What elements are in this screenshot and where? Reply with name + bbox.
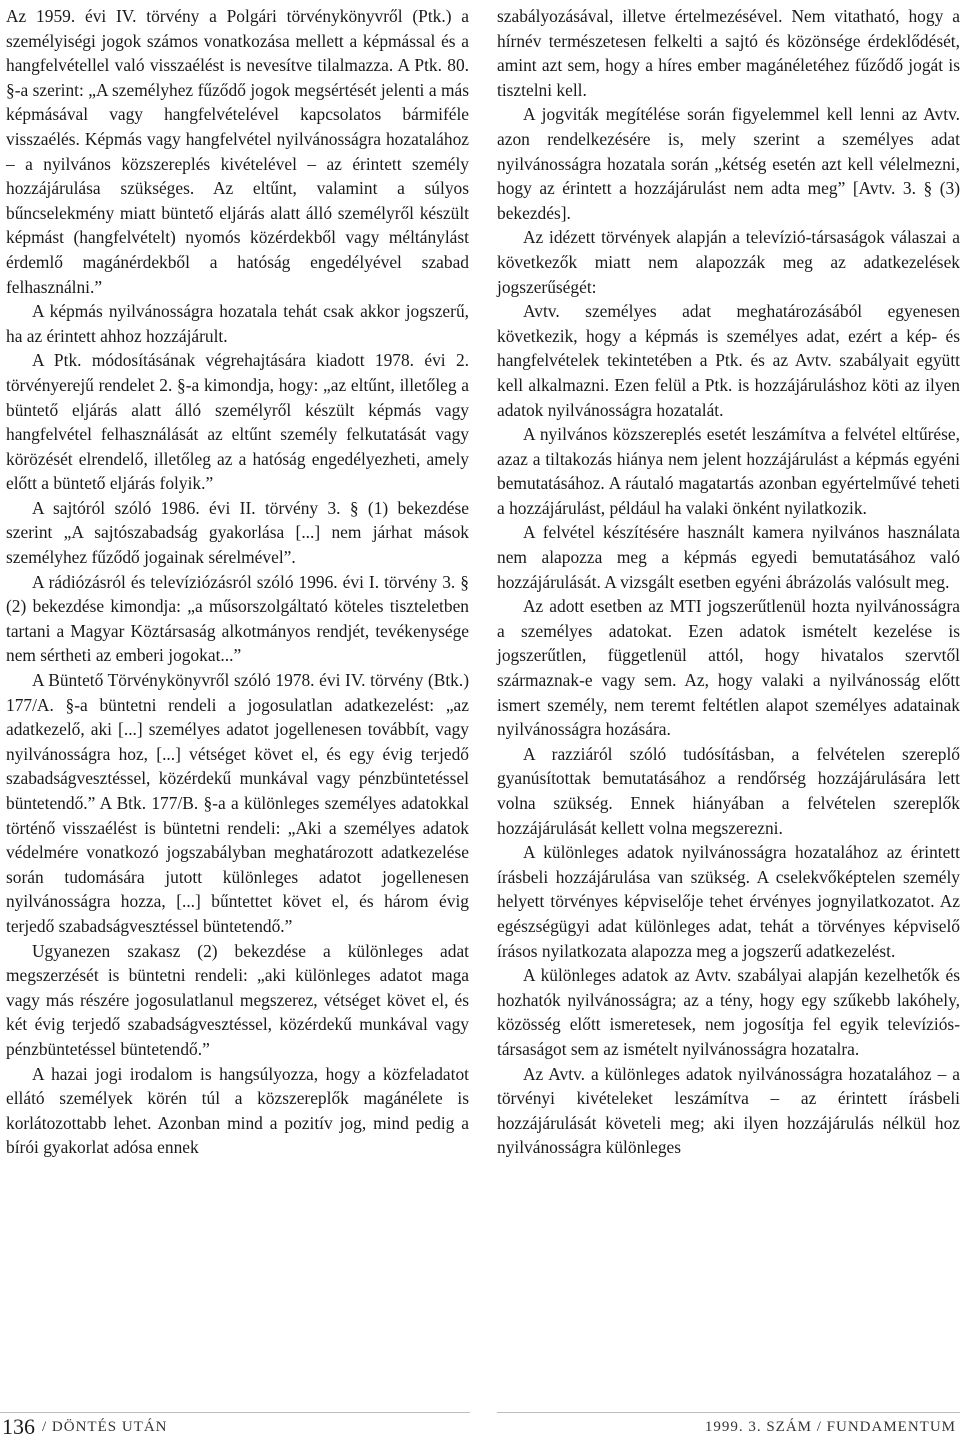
footer-rule-right — [497, 1412, 960, 1413]
paragraph: A képmás nyilvánosságra hozatala tehát csak akkor jogszerű, ha az érintett ahhoz hozzájárult. — [6, 301, 469, 346]
left-column — [6, 4, 469, 1160]
right-column — [497, 4, 960, 1160]
footer-rule-left — [0, 1412, 470, 1413]
paragraph: A nyilvános közszereplés esetét leszámítva a felvétel eltűrése, azaz a tiltakozás hiánya nem jelent hozzájárulást a képmás egyéni bemutatásához. A ráutaló magatartás azonban egyértelművé teheti a hozzájárulást, például ha valaki önként nyilatkozik. — [497, 424, 960, 518]
paragraph: A felvétel készítésére használt kamera nyilvános használata nem alapozza meg a képmás egyedi bemutatásához való hozzájárulását. A vizsgált esetben egyéni ábrázolás valósult meg. — [497, 522, 960, 592]
paragraph: A jogviták megítélése során figyelemmel kell lenni az Avtv. azon rendelkezésére is, mely szerint a személyes adat nyilvánosságra hozatala során „kétség esetén azt kell vélelmezni, hogy az érintett a hozzájárulást nem adta meg” [Avtv. 3. § (3) bekezdés]. — [497, 104, 960, 223]
paragraph: A különleges adatok nyilvánosságra hozatalához az érintett írásbeli hozzájárulása van szükség. A cselekvőképtelen személy helyett törvényes képviselője tehet érvényes jognyilatkozatot. Az egészségügyi adat különleges adat, tehát a törvényes képviselő írásos nyilatkozata alapozza meg a jogszerű adatkezelést. — [497, 842, 960, 961]
paragraph: A rádiózásról és televíziózásról szóló 1996. évi I. törvény 3. § (2) bekezdése kimondja: „a műsorszolgáltató köteles tiszteletben tartani a Magyar Köztársaság alkotmányos rendjét, tevékenysége nem sértheti az emberi jogokat...” — [6, 571, 469, 666]
paragraph: A razziáról szóló tudósításban, a felvételen szereplő gyanúsítottak bemutatásához a rendőrség hozzájárulására lett volna szükség. Ennek hiányában a felvételen szereplők hozzájárulását kellett volna megszerezni. — [497, 743, 960, 838]
paragraph: Ugyanezen szakasz (2) bekezdése a különleges adat megszerzését is büntetni rendeli: „aki különleges adatot maga vagy más részére jogosulatlanul megszerez, vétséget követ el, és két évig terjedő szabadságvesztéssel, közérdekű munkával vagy pénzbüntetéssel büntetendő.” — [6, 940, 469, 1059]
paragraph: Az adott esetben az MTI jogszerűtlenül hozta nyilvánosságra a személyes adatokat. Ezen adatok ismételt kezelése is jogszerűtlen, függetlenül attól, hogy hivatalos szervtől származnak-e vagy sem. Az, hogy valaki a nyilvánosság előtt ismert személy, nem teremt feltétlen alapot személyes adatainak nyilvánosságra hozására. — [497, 596, 960, 740]
paragraph: Az Avtv. a különleges adatok nyilvánosságra hozatalához – a törvényi kivételeket leszámítva – az érintett írásbeli hozzájárulását követeli meg; aki ilyen hozzájárulás nélkül hoz nyilvánosságra különleges — [497, 1063, 960, 1158]
paragraph: A Büntető Törvénykönyvről szóló 1978. évi IV. törvény (Btk.) 177/A. §-a büntetni rendeli a jogosulatlan adatkezelést: „az adatkezelő, aki [...] személyes adatot jogellenesen továbbít, vagy nyilvánosságra hoz, [...] vétséget követ el, és egy évig terjedő szabadságvesztéssel, közérdekű munkával vagy pénzbüntetéssel büntetendő.” A Btk. 177/B. §-a a különleges személyes adatokkal történő visszaélést is büntetni rendeli: „Aki a személyes adatok védelmére vonatkozó jogszabályban meghatározott adatkezelése során tudomására jutott különleges adatot jogellenesen nyilvánosságra hozza, [...] bűntettet követ el, és három évig terjedő szabadságvesztéssel büntetendő.” — [6, 670, 469, 936]
paragraph: A sajtóról szóló 1986. évi II. törvény 3. § (1) bekezdése szerint „A sajtószabadság gyakorlása [...] nem járhat mások személyhez fűződő jogainak sérelmével”. — [6, 497, 469, 568]
paragraph: Az 1959. évi IV. törvény a Polgári törvénykönyvről (Ptk.) a személyiségi jogok számos vonatkozása mellett a képmással és a hangfelvétellel való visszaélést is nevesítve tilalmazza. A Ptk. 80. §-a szerint: „A személyhez fűződő jogok megsértését jelenti a más képmásával vagy hangfelvételével kapcsolatos bármiféle visszaélés. Képmás vagy hangfelvétel nyilvánosságra hozatalához – a nyilvános közszereplés kivételével – az érintett személy hozzájárulása szükséges. Az eltűnt, valamint a súlyos bűncselekmény miatt büntető eljárás alatt álló személyről készült képmást (hangfelvételt) nyomós közérdekből vagy méltánylást érdemlő magánérdekből a hatóság engedélyével szabad felhasználni.” — [6, 6, 469, 297]
issue-label: 1999. 3. SZÁM / FUNDAMENTUM — [704, 1419, 956, 1435]
paragraph: A hazai jogi irodalom is hangsúlyozza, hogy a közfeladatot ellátó személyek körén túl a közszereplők magánélete is korlátozottabb lehet. Azonban mind a pozitív jog, mind pedig a bírói gyakorlat adósa ennek — [6, 1063, 469, 1158]
paragraph: A Ptk. módosításának végrehajtására kiadott 1978. évi 2. törvényerejű rendelet 2. §-a kimondja, hogy: „az eltűnt, illetőleg a büntető eljárás alatt álló személyről készült képmás vagy hangfelvétel felhasználását az eltűnt személy felkutatását vagy körözését elrendelő, illetőleg az a hatóság engedélyezheti, amely előtt a büntető eljárás folyik.” — [6, 350, 469, 494]
page-number: 136 — [2, 1414, 35, 1439]
paragraph: Avtv. személyes adat meghatározásából egyenesen következik, hogy a képmás is személyes adat, ezért a kép- és hangfelvételek tekintetében a Ptk. és az Avtv. szabályait együtt kell alkalmazni. Ezen felül a Ptk. is hozzájáruláshoz köti az ilyen adatok nyilvánosságra hozatalát. — [497, 301, 960, 420]
paragraph: A különleges adatok az Avtv. szabályai alapján kezelhetők és hozhatók nyilvánosságra; az a tény, hogy egy szűkebb lakóhely, közösség előtt ismeretesek, nem jogosítja fel egyik televíziós-társaságot sem az ismételt nyilvánosságra hozatalra. — [497, 965, 960, 1059]
page-footer — [0, 1412, 960, 1438]
paragraph: szabályozásával, illetve értelmezésével. Nem vitatható, hogy a hírnév természetesen felkelti a sajtó és közönsége érdeklődését, amint azt sem, hogy a híres ember magánéletéhez fűződő jogát is tisztelni kell. — [497, 6, 960, 100]
paragraph: Az idézett törvények alapján a televízió-társaságok válaszai a következők miatt nem alapozzák meg az adatkezelések jogszerűségét: — [497, 227, 960, 297]
section-title: / DÖNTÉS UTÁN — [42, 1419, 168, 1435]
